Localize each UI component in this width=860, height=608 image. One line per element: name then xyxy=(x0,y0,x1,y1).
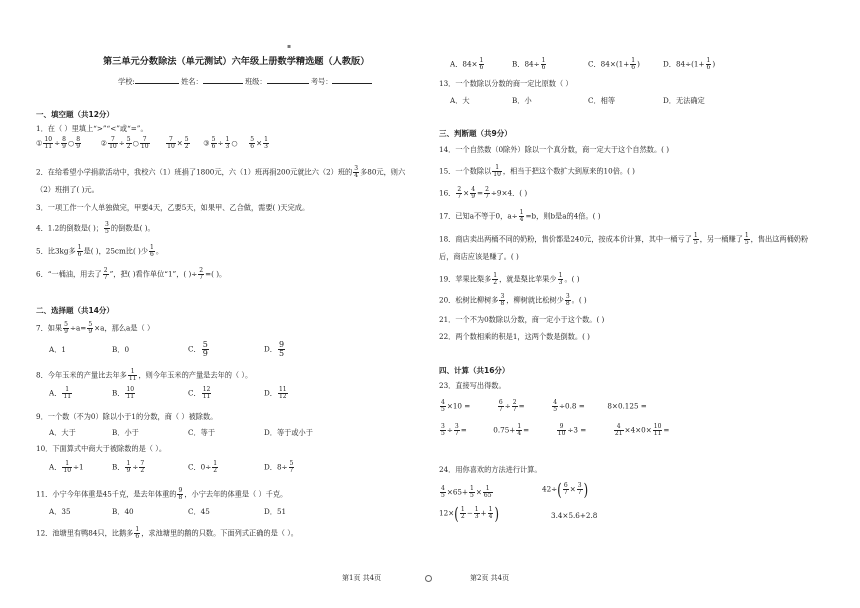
question-1: 1．在（ ）里填上“>”“<”或“=”。 xyxy=(36,124,148,133)
class-label: 班级： xyxy=(244,77,267,86)
question-9: 9．一个数（不为0）除以小于1的分数，商（ ）被除数。 xyxy=(36,412,218,421)
q10-option-c: C．0÷ $\frac{1}{2}$ xyxy=(188,460,218,474)
page-right xyxy=(430,0,860,608)
question-16: 16． $\frac{2}{7}$ × $\frac{4}{9}$ = $\frac{2}{7}$ ÷9×4．( ) xyxy=(439,186,528,200)
question-14: 14．一个自然数（0除外）除以一个真分数，商一定大于这个自然数。( ) xyxy=(439,145,670,154)
page-number-right: 第2页 共4页 xyxy=(470,574,510,582)
q8-option-b: B． $\frac{10}{11}$ xyxy=(112,386,135,400)
q13-option-d: D．无法确定 xyxy=(663,96,705,105)
header-mark: ▪ xyxy=(287,43,292,50)
q11-option-c: C．45 xyxy=(188,507,210,516)
question-8: 8．今年玉米的产量比去年多 $\frac{1}{11}$ ，则今年玉米的产量是去年的（ ）。 xyxy=(36,368,253,382)
question-22: 22．两个数相乘的积是1，这两个数是倒数。( ) xyxy=(439,332,590,341)
q12-option-d: D．84÷(1+ $\frac{1}{6}$ ) xyxy=(663,57,716,71)
question-18-cont: 后，商店应该是赚了。( ) xyxy=(439,252,519,261)
calc-24-3: 12×( $\frac{1}{2}$ − $\frac{1}{3}$ + $\frac{1}{4}$ ) xyxy=(439,503,500,524)
q10-option-d: D．8÷ $\frac{5}{7}$ xyxy=(264,460,294,474)
question-24: 24．用你喜欢的方法进行计算。 xyxy=(439,465,542,474)
student-info-row xyxy=(118,77,372,85)
q7-option-d: D． $\frac{9}{5}$ xyxy=(264,340,285,358)
question-19: 19．苹果比梨多 $\frac{1}{2}$ ，就是梨比苹果少 $\frac{1}{3}$ 。( ) xyxy=(439,272,580,286)
question-13: 13．一个数除以分数的商一定比原数（ ） xyxy=(439,79,573,88)
question-23: 23．直接写出得数。 xyxy=(439,381,506,390)
q12-option-a: A．84× $\frac{1}{6}$ xyxy=(450,57,484,71)
question-6: 6．“一桶油，用去了 $\frac{2}{7}$ ”，把( )看作单位“1”，( )÷ $\frac{2}{7}$ =( )。 xyxy=(36,267,227,281)
question-1-items: ① $\frac{10}{11}$ ÷ $\frac{8}{9}$ ○ $\frac{8}{9}$ ② $\frac{7}{10}$ ÷ $\frac{5}{2}$ ○ $\frac{7}{10}$ $\frac{7}{10}$ × $\frac{5}{2}$ ③ $\frac{5}{6}$ ÷ $\frac{1}{3}$ ○ $\frac{5}{6}$ × $\frac{1}{3}$ xyxy=(36,136,268,150)
q10-option-b: B． $\frac{1}{9}$ ÷ $\frac{7}{2}$ xyxy=(112,460,145,474)
question-18: 18．商店卖出两桶不同的奶粉，售价都是240元，按成本价计算，其中一桶亏了 $\frac{1}{5}$ ，另一桶赚了 $\frac{1}{5}$ ，售出这两桶奶粉 xyxy=(439,232,809,246)
q10-option-a: A． $\frac{1}{10}$ ÷1 xyxy=(49,460,84,474)
question-3: 3．一项工作一个人单独做完，甲要4天，乙要5天，如果甲、乙合做，需要( )天完成。 xyxy=(36,203,310,212)
page-title: 第三单元分数除法（单元测试）六年级上册数学精选题（人教版） xyxy=(103,56,370,67)
question-4: 4．1.2的倒数是( )； $\frac{3}{5}$ 的倒数是( )。 xyxy=(36,221,155,235)
section-calc: 四、计算（共16分） xyxy=(439,366,510,375)
question-5: 5．比3kg多 $\frac{1}{6}$ 是( )，25cm比( )少 $\frac{1}{6}$ 。 xyxy=(36,244,164,258)
q9-option-c: C．等于 xyxy=(188,428,216,437)
question-7: 7．如果 $\frac{5}{9}$ ÷a= $\frac{5}{9}$ ×a，那么a是（ ） xyxy=(36,321,155,335)
q7-option-b: B．0 xyxy=(112,345,130,354)
q9-option-a: A．大于 xyxy=(49,428,76,437)
q11-option-a: A．35 xyxy=(49,507,71,516)
q13-option-a: A．大 xyxy=(450,96,470,105)
q8-option-a: A． $\frac{1}{11}$ xyxy=(49,386,72,400)
question-12: 12．池塘里有鸭84只，比鹅多 $\frac{1}{6}$ ，求池塘里的鹅的只数。下面列式正确的是（ ）。 xyxy=(36,526,298,540)
question-20: 20．松树比柳树多 $\frac{3}{8}$ ，柳树就比松树少 $\frac{3}{8}$ 。( ) xyxy=(439,293,587,307)
calc-row-1: $\frac{4}{5}$ ×10 = $\frac{6}{7}$ ÷ $\frac{2}{7}$ = $\frac{4}{5}$ ÷0.8 = 8×0.125 = xyxy=(441,399,647,413)
q12-option-b: B．84÷ $\frac{1}{6}$ xyxy=(512,57,546,71)
q7-option-a: A．1 xyxy=(49,345,66,354)
q8-option-d: D． $\frac{11}{12}$ xyxy=(264,386,287,400)
q8-option-c: C． $\frac{12}{11}$ xyxy=(188,386,211,400)
calc-row-2: $\frac{3}{5}$ ÷ $\frac{3}{7}$ = 0.75+ $\frac{1}{4}$ = $\frac{9}{10}$ ÷3 = $\frac{4}{21}$ ×4×0× $\frac{10}{11}$ = xyxy=(441,423,670,437)
question-2: 2．在给希望小学捐款活动中，我校六（1）班捐了1800元，六（1）班再捐200元就比六（2）班的 $\frac{3}{4}$ 多80元，则六 xyxy=(36,165,406,179)
page-number-left: 第1页 共4页 xyxy=(342,574,382,582)
calc-24-4: 3.4×5.6+2.8 xyxy=(551,511,598,520)
q13-option-b: B．小 xyxy=(512,96,532,105)
q9-option-d: D．等于或小于 xyxy=(264,428,313,437)
section-judge: 三、判断题（共9分） xyxy=(439,129,512,138)
calc-24-1: $\frac{4}{5}$ ×65+ $\frac{1}{5}$ × $\frac{1}{65}$ xyxy=(441,485,492,499)
q9-option-b: B．小于 xyxy=(112,428,139,437)
question-10: 10．下面算式中商大于被除数的是（ ）。 xyxy=(36,444,167,453)
name-label: 姓名： xyxy=(181,77,203,86)
section-fill: 一、填空题（共12分） xyxy=(36,110,114,119)
q12-option-c: C．84×(1+ $\frac{1}{6}$ ) xyxy=(588,57,640,71)
q11-option-b: B．40 xyxy=(112,507,134,516)
q7-option-c: C． $\frac{5}{9}$ xyxy=(188,340,208,358)
question-11: 11．小宁今年体重是45千克，是去年体重的 $\frac{9}{8}$ ，小宁去年的体重是（ ）千克。 xyxy=(36,487,288,501)
q11-option-d: D．51 xyxy=(264,507,287,516)
calc-24-2: 42÷( $\frac{6}{7}$ × $\frac{3}{7}$ ) xyxy=(542,479,589,500)
q13-option-c: C．相等 xyxy=(588,96,616,105)
question-2-cont: （2）班捐了( )元。 xyxy=(36,185,99,194)
question-17: 17．已知a不等于0，a÷ $\frac{1}{4}$ =b，则b是a的4倍。( ) xyxy=(439,209,601,223)
school-label: 学校: xyxy=(118,77,135,86)
number-label: 考号： xyxy=(310,77,333,86)
question-21: 21．一个不为0数除以分数，商一定小于这个数。( ) xyxy=(439,315,605,324)
section-choice: 二、选择题（共14分） xyxy=(36,306,114,315)
question-15: 15．一个数除以 $\frac{1}{10}$ ，相当于把这个数扩大到原来的10倍。( ) xyxy=(439,164,635,178)
